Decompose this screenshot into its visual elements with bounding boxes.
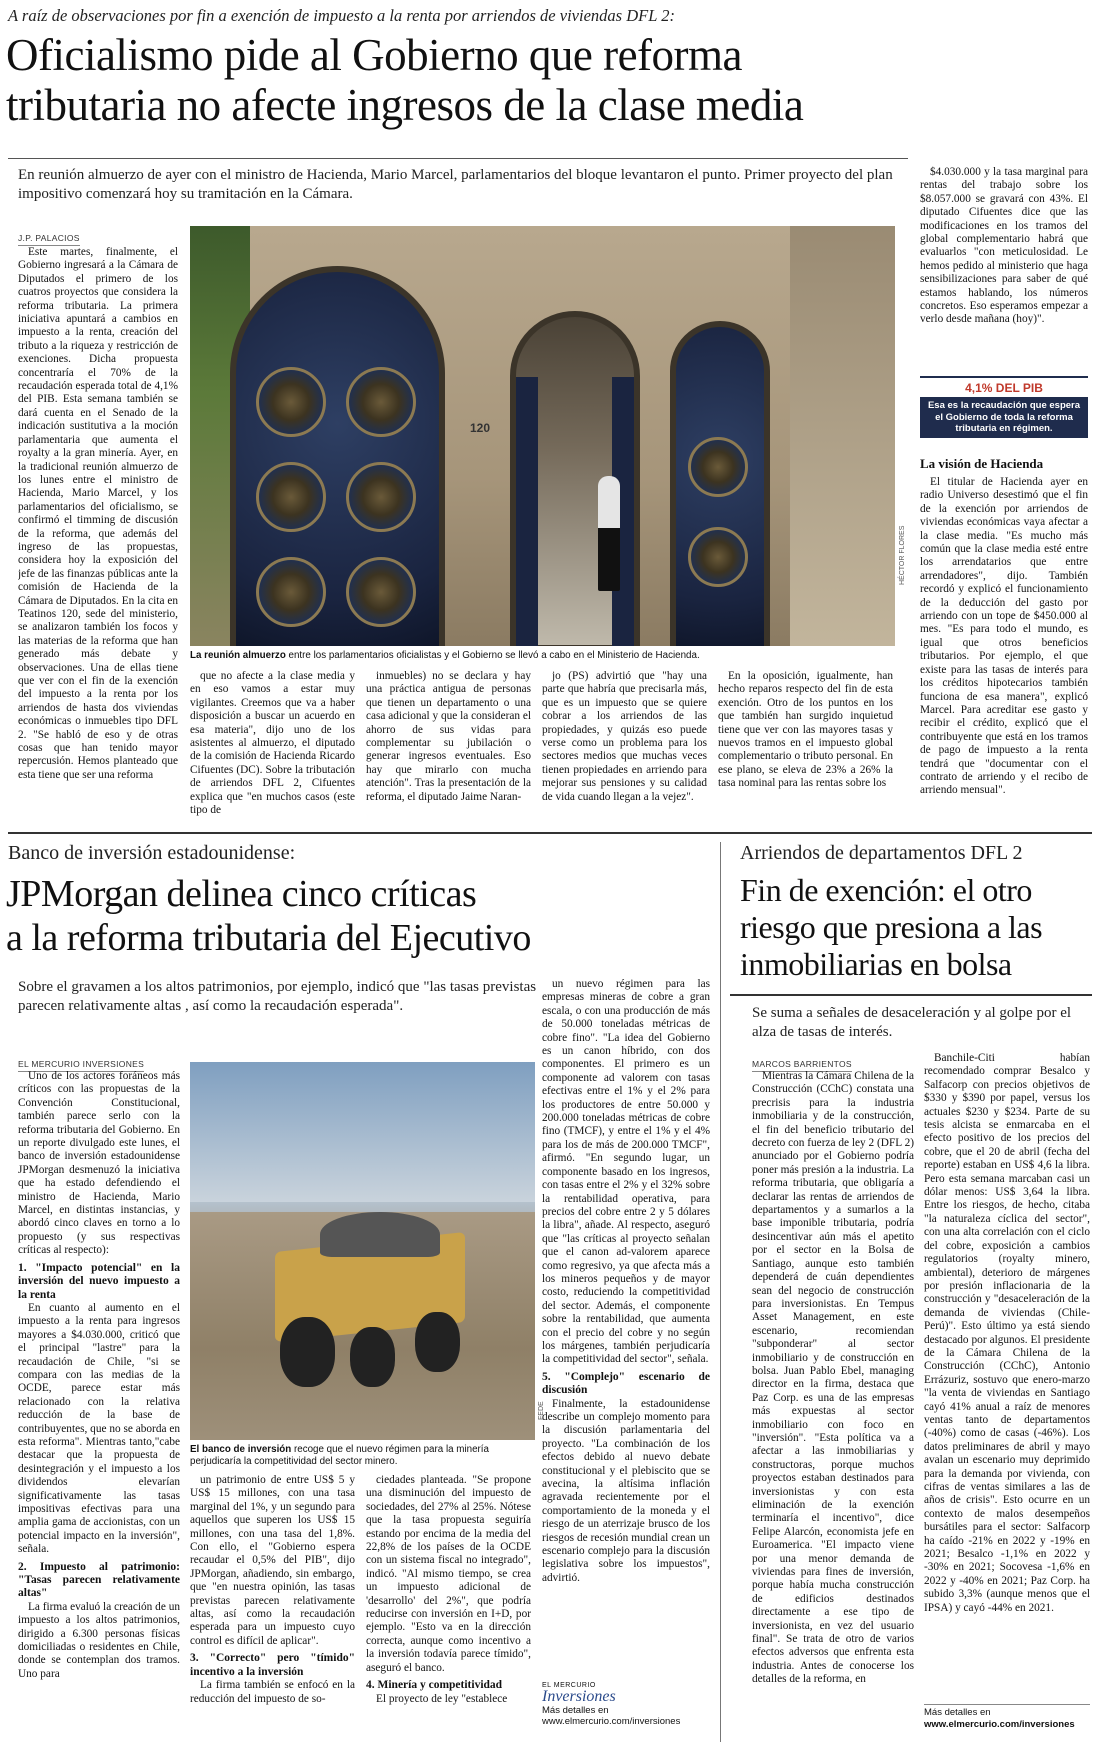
- story3-more-label: Más detalles en: [924, 1707, 991, 1718]
- story3-title-line1: Fin de exención: el otro: [740, 872, 1032, 908]
- story1-lead: En reunión almuerzo de ayer con el ministro de Hacienda, Mario Marcel, parlamentarios del bloque levantaron el punto. Primer proyecto del plan impositivo comenzará hoy su tramitación en la Cámara.: [18, 167, 893, 202]
- info-box-text: Esa es la recaudación que espera el Gobierno de toda la reforma tributaria en régimen.: [920, 397, 1088, 438]
- story2-photo-credit: FEDE: [538, 1401, 545, 1420]
- story1-byline: J.P. PALACIOS: [18, 226, 80, 246]
- logo-url[interactable]: www.elmercurio.com/inversiones: [542, 1716, 681, 1727]
- story3-kicker: Arriendos de departamentos DFL 2: [740, 842, 1023, 864]
- story1-photo: [190, 226, 895, 646]
- story3-url[interactable]: www.elmercurio.com/inversiones: [924, 1719, 1075, 1730]
- door-number: 120: [470, 421, 491, 435]
- story1-column-2: que no afecte a la clase media y en eso vamos a estar muy vigilantes. Creemos que va a haber disposición a buscar un acuerdo en esa materia", dijo uno de los asistentes al almuerzo, el diputado de la comisión de Hacienda Ricardo Cifuentes (DC). Sobre la tributación de arriendos DFL 2, Cifuentes explica que "en muchos casos (este tipo de: [190, 670, 355, 817]
- story1-column-6-top: $4.030.000 y la tasa marginal para rentas del trabajo sobre los $8.057.000 se gravará con 43%. El diputado Cifuentes dice que las modificaciones en los tramos del global complementario habrá que evaluarlos "con meticulosidad. Le hemos pedido al ministerio que haga sensibilizaciones para saber de qué estamos hablando, los números concretos. Eso esperamos empezar a verlo desde mañana (hoy)".: [920, 166, 1088, 326]
- story1-title-line2: tributaria no afecte ingresos de la clase media: [6, 80, 804, 130]
- story2-kicker: Banco de inversión estadounidense:: [8, 842, 296, 864]
- story1-headline: [6, 30, 1096, 130]
- story3-title-line3: inmobiliarias en bolsa: [740, 946, 1012, 982]
- story3-more-details: [924, 1704, 1090, 1731]
- info-box-title: 4,1% DEL PIB: [965, 381, 1043, 395]
- story2-subhead-5: 5. "Complejo" escenario de discusión: [542, 1370, 710, 1397]
- story2-column-1: Uno de los actores foráneos más críticos con las propuestas de la Convención Constitucional, también parece serlo con la reforma tributaria del Gobierno. En un reporte divulgado este lunes, el banco de inversión estadounidense JPMorgan desmenuzó la iniciativa que ha estado defendiendo el ministro de Hacienda, Mario Marcel, en distintas instancias, y abordó cinco claves en torno a lo propuesto (y sus respectivas críticas al respecto): 1. "Impacto potencial" en la inversión del nuevo impuesto a la renta En cuanto al aumento en el impuesto a la renta para ingresos mayores a $4.030.000, criticó que el principal "lastre" para la recaudación de Chile, "si se compara con las medias de la OCDE, parece estar más relacionado con la relativa reducción de la base de contribuyentes, que no se aborda en esta reforma". Mientras tanto,"cabe destacar que la propuesta de desintegración y el impuesto a los dividendos elevarían significativamente las tasas impositivas efectivas para una amplia gama de accionistas, con un potencial impacto en la inversión", señala. 2. Impuesto al patrimonio: "Tasas parecen relativamente altas" La firma evaluó la creación de un impuesto a los altos patrimonios, dirigido a 6.300 personas físicas domiciliadas o residentes en Chile, donde se contemplan dos tramos. Uno para: [18, 1070, 180, 1680]
- inversiones-logo: [542, 1682, 710, 1727]
- story1-kicker: A raíz de observaciones por fin a exención de impuesto a la renta por arriendos de viviendas DFL 2:: [8, 6, 675, 25]
- person-figure: [598, 476, 620, 591]
- story1-subhead: La visión de Hacienda: [920, 456, 1044, 471]
- story3-lead: Se suma a señales de desaceleración y al golpe por el alza de tasas de interés.: [752, 1005, 1072, 1040]
- story1-photo-credit: HÉCTOR FLORES: [899, 525, 906, 585]
- story3-byline: MARCOS BARRIENTOS: [752, 1052, 852, 1072]
- story2-subhead-1: 1. "Impacto potencial" en la inversión del nuevo impuesto a la renta: [18, 1261, 180, 1301]
- right-door: [670, 321, 770, 646]
- story2-title-line2: a la reforma tributaria del Ejecutivo: [6, 917, 531, 959]
- story3-title-line2: riesgo que presiona a las: [740, 909, 1043, 945]
- story2-column-2: un patrimonio de entre US$ 5 y US$ 15 millones, con una tasa marginal del 1%, y un segundo para aquellos que superen los US$ 15 millones, con una tasa del 1,8%. Con ello, el "Gobierno espera recaudar el 0,5% del PIB", dijo JPMorgan, añadiendo, sin embargo, que "en nuestra opinión, las tasas previstas parecen relativamente altas, así como la recaudación esperada para un impuesto cuyo control es difícil de aplicar". 3. "Correcto" pero "tímido" incentivo a la inversión La firma también se enfocó en la reducción del impuesto de so-: [190, 1474, 355, 1705]
- section-divider: [8, 832, 1092, 834]
- logo-big-text: Inversiones: [542, 1688, 616, 1705]
- story2-subhead-3: 3. "Correcto" pero "tímido" incentivo a la inversión: [190, 1652, 355, 1678]
- story2-column-3: ciedades planteada. "Se propone una disminución del impuesto de sociedades, del 27% al 25%. Nótese que la tasa propuesta seguiría estando por encima de la media del 22,8% de los países de la OCDE con un sistema fiscal no integrado", indicó. "Al mismo tiempo, se crea un impuesto adicional de 'desarrollo' del 2%", que podría reducirse con inversión en I+D, por ejemplo. "Esto va en la dirección correcta, aunque como incentivo a la inversión todavía parece tímido", aseguró el banco. 4. Minería y competitividad El proyecto de ley "establece: [366, 1474, 531, 1705]
- story2-subhead-4: 4. Minería y competitividad: [366, 1679, 503, 1692]
- logo-more-label: Más detalles en: [542, 1705, 609, 1716]
- story1-column-4: jo (PS) advirtió que "hay una parte que habría que precisarla más, que es un impuesto que se quiere cobrar a los arriendos de las propiedades, y quizás eso puede verse como un problema para los sectores medios que muchas veces tienen propiedades en arriendo para mejorar sus pensiones y su calidad de vida cuando llegan a la vejez".: [542, 670, 707, 803]
- column-divider: [720, 842, 721, 1742]
- story2-lead: Sobre el gravamen a los altos patrimonios, por ejemplo, indicó que "las tasas previstas parecen relativamente altas , así como la recaudación esperada".: [18, 979, 537, 1014]
- story2-headline: [6, 872, 716, 960]
- story1-caption: La reunión almuerzo entre los parlamentarios oficialistas y el Gobierno se llevó a cabo en el Ministerio de Hacienda.: [190, 650, 700, 661]
- story1-title-line1: Oficialismo pide al Gobierno que reforma: [6, 30, 742, 80]
- story2-column-4: un nuevo régimen para las empresas mineras de cobre a gran escala, o con una producción de más de 50.000 toneladas métricas de cobre fino". "La idea del Gobierno es un canon híbrido, con dos componentes. El primero es un componente ad valorem con tasas efectivas entre el 1% y el 2% para los productores de entre 50.000 y 200.000 toneladas métricas de cobre fino (TMCF), y entre el 1% y el 4% para los de más de 200.000 TMCF", afirmó. "En segundo lugar, un componente basado en los ingresos, con tasas entre el 2% y el 32% sobre la rentabilidad operativa, para precios del cobre entre 2 y 5 dólares la libra", añade. Al respecto, aseguró que "las críticas al proyecto señalan que el canon ad-valorem aparece como regresivo, ya que afecta más a los mineros pequeños y de mayor costo, reduciendo la competitividad del sector. Además, el componente sobre la rentabilidad, que aumenta con el precio del cobre y no según los márgenes, también perjudicaría la competitividad del sector", señala. 5. "Complejo" escenario de discusión Finalmente, la estadounidense describe un complejo momento para la discusión parlamentaria del proyecto. "La combinación de los efectos debido al nuevo debate constitucional y el plebiscito que se avecina, la altísima inflación agravada recientemente por el comportamiento de la moneda y el riesgo de un aterrizaje brusco de los riesgos de recesión mundial crean un escenario complejo para la discusión legislativa sobre los impuestos", advirtió.: [542, 978, 710, 1584]
- story3-headline: [740, 872, 1095, 983]
- story3-column-2: Banchile-Citi habían recomendado comprar Besalco y Salfacorp con precios objetivos de $330 y $390 por papel, versus los actuales $230 y $234. Parte de su tesis alcista se enmarcaba en el efecto positivo de los precios del cobre, que el 20 de abril (fecha del reporte) estaban en US$ 4,6 la libra. Pero esta semana marcaban casi un dólar menos: US$ 3,64 la libra. Entre los riesgos, de hecho, citaba "la naturaleza cíclica del sector", con una alta correlación con el ciclo del cobre, exposición a cambios regulatorios (royalty minero, ambiental), deterioro de márgenes por presión inflacionaria de la construcción y "desaceleración de la demanda de viviendas (Chile-Perú)". Esto último ya está siendo destacado por algunos. El presidente de la Cámara Chilena de la Construcción (CChC), Antonio Errázuriz, sostuvo que enero-marzo "la venta de viviendas en Santiago cayó 41% anual a raíz de menores ventas tanto de departamentos (-40%) como de casas (-46%). Los datos preliminares de abril y mayo avalan un escenario muy deprimido para la demanda por vivienda, con cifras de ventas similares a las de años de crisis". Esto ocurre en un contexto de malos desempeños bursátiles para el sector: Salfacorp ha caído -21% en 2022 y -19% en 2021; Besalco -1,1% en 2022 y -30% en 2021; Socovesa -1,6% en 2022 y -40% en 2021; Paz Corp. ha subido 3,3% (aunque menos que el IPSA) y cayó -44% en 2021.: [924, 1052, 1090, 1614]
- info-box: [920, 376, 1088, 448]
- story1-column-3: inmuebles) no se declara y hay una práctica antigua de personas que tienen un departamento o una casa adicional y que la consideran el ahorro de sus vidas para complementar su jubilación o generar ingresos eventuales. Eso hay que mirarlo con mucha atención". Tras la presentación de la reforma, el diputado Jaime Naran-: [366, 670, 531, 803]
- logo-small-text: EL MERCURIO: [542, 1682, 596, 1689]
- story1-column-5: En la oposición, igualmente, han hecho reparos respecto del fin de esta exención. Otro de los puntos en los que también han surgido inquietud tiene que ver con las mayores tasas y nuevos tramos en el impuesto global complementario o tributo personal. En ese plano, se eleva de 23% a 26% la tasa nominal para las rentas sobre los: [718, 670, 893, 790]
- center-door: [510, 311, 640, 646]
- story1-column-1: Este martes, finalmente, el Gobierno ingresará a la Cámara de Diputados el primero de los cuatros proyectos que considera la reforma tributaria. La primera iniciativa apuntará a cambios en impuesto a la renta, creación del tributo a la riqueza y restricción de exenciones. Dicha propuesta concentraría el 70% de la recaudación esperada total de 4,1% del PIB. Esta semana también se dará cuenta en el Senado de la indicación sustitutiva a la moción parlamentaria que aumenta el royalty a la gran minería. Ayer, en la tradicional reunión almuerzo de los lunes entre el ministro de Hacienda, Mario Marcel, y los parlamentarios del oficialismo, se confirmó el timming de discusión de la reforma, que además del ingreso de las propuestas, considera hoy la exposición del jefe de las finanzas públicas ante la comisión de Hacienda de la Cámara de Diputados. En la cita en Teatinos 120, sede del ministerio, se analizaron también los focos y las materias de la reforma que han generado más debate y observaciones. Una de ellas tiene que ver con el fin de la exención del impuesto a la renta por los arriendos de hasta dos viviendas económicas o inmuebles tipo DFL 2. "Se habló de eso y de otras cosas que han tenido mayor repercusión. Hemos planteado que esta tiene que ser una reforma: [18, 246, 178, 781]
- story2-byline: EL MERCURIO INVERSIONES: [18, 1052, 144, 1072]
- story2-subhead-2: 2. Impuesto al patrimonio: "Tasas parecen relativamente altas": [18, 1560, 180, 1600]
- left-door: [230, 266, 445, 646]
- story2-photo: [190, 1062, 535, 1440]
- story1-column-6-bottom: El titular de Hacienda ayer en radio Universo desestimó que el fin de la exención por arriendos de viviendas económicas vaya afectar a la clase media. "Es mucho más común que la clase media esté entre los arrendatarios que entre arrendadores", dijo. También recordó y explicó el funcionamiento de la deducción del gasto por arriendo con un tope de $450.000 al mes. "Es para todo el mundo, es igual que otros beneficios tributarios. Por ejemplo, el que existe para las tasas de interés para los créditos hipotecarios también funciona de esa manera", explicó Marcel. Para acreditar ese gasto y recibir el crédito, explicó que el contribuyente que está en los tramos de pago de impuesto a la renta tendrá que "documentar con el contrato de arriendo y el recibo de arriendo mensual".: [920, 476, 1088, 797]
- story2-caption: El banco de inversión recoge que el nuevo régimen para la minería perjudicaría la competitividad del sector minero.: [190, 1444, 489, 1467]
- story2-title-line1: JPMorgan delinea cinco críticas: [6, 873, 477, 915]
- story3-column-1: Mientras la Cámara Chilena de la Construcción (CChC) constata una precrisis para la industria inmobiliaria y de la construcción, el fin del beneficio tributario del decreto con fuerza de ley 2 (DFL 2) anunciado por el Gobierno podría poner más presión a la industria. La reforma tributaria, que obligaría a declarar las rentas de arriendos de departamentos y a sumarlos a la base imponible tributaria, podría desincentivar aún más el apetito por el sector en la Bolsa de Santiago, aunque esto también dependerá de cuán dependientes sean del negocio de construcción para inversionistas. En Tempus Asset Management, en este escenario, recomiendan "subponderar" al sector inmobiliario y de construcción en bolsa. Juan Pablo Ebel, managing director en la firma, destaca que Paz Corp. es una de las empresas más expuestas al sector inmobiliario con foco en "inversión". "Esta política va a afectar a las inmobiliarias y constructoras, porque muchos proyectos estaban destinados para inversionistas y con esta eliminación de la exención terminaría el incentivo", dice Felipe Alarcón, economista jefe en Euroamerica. "El impacto viene por una menor demanda de viviendas para fines de inversión, porque había mucha construcción de edificios destinados directamente a ese tipo de inversionista, en vez del usuario final". Se trata de otro de varios efectos adversos que enfrenta esta industria. Antes de conocerse los detalles de la reforma, en: [752, 1070, 914, 1686]
